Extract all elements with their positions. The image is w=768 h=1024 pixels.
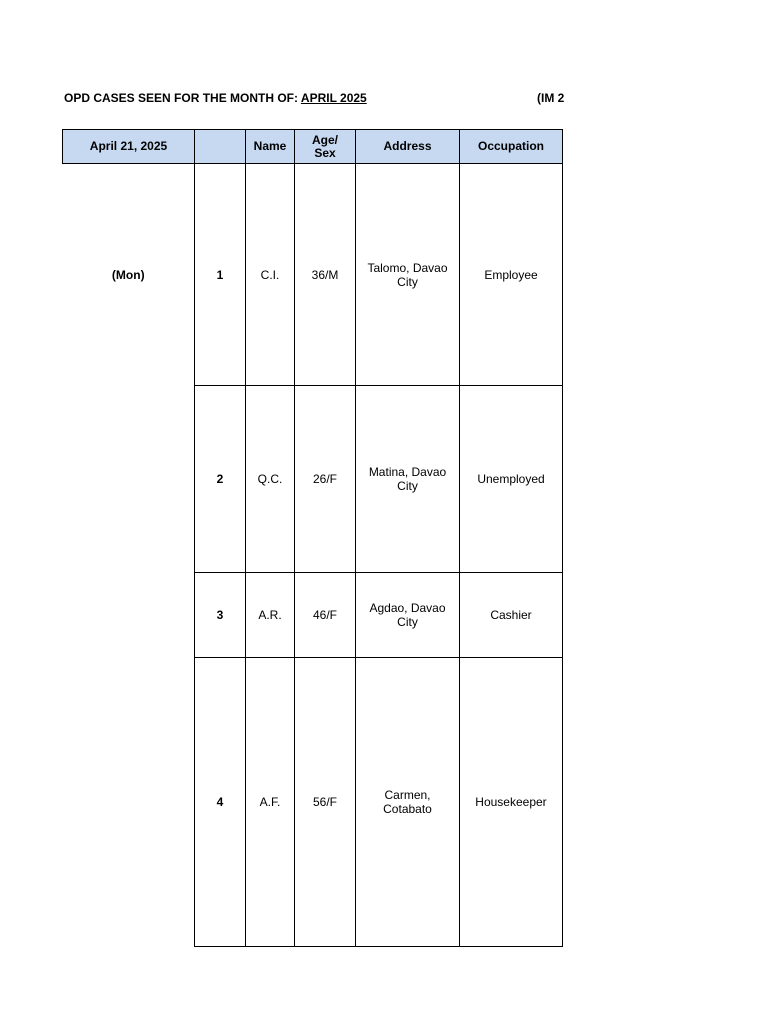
- patient-age-sex: 46/F: [295, 573, 356, 658]
- table-row: [63, 658, 563, 947]
- patient-occupation: Housekeeper: [460, 658, 563, 947]
- patient-name: A.R.: [246, 573, 295, 658]
- patient-address: Agdao, Davao City: [356, 573, 460, 658]
- row-number: 3: [195, 573, 246, 658]
- report-code: (IM 2: [537, 91, 564, 105]
- patient-address: Matina, Davao City: [356, 386, 460, 573]
- name-header: Name: [246, 130, 295, 164]
- title-prefix: OPD CASES SEEN FOR THE MONTH OF:: [64, 91, 299, 105]
- day-spacer: [63, 658, 195, 947]
- patient-occupation: Unemployed: [460, 386, 563, 573]
- occupation-header: Occupation: [460, 130, 563, 164]
- patient-age-sex: 36/M: [295, 164, 356, 386]
- patient-name: C.I.: [246, 164, 295, 386]
- patient-address: Carmen, Cotabato: [356, 658, 460, 947]
- age-sex-header-line1: Age/: [311, 132, 338, 147]
- patient-age-sex: 26/F: [295, 386, 356, 573]
- table-row: [63, 386, 563, 573]
- address-header: Address: [356, 130, 460, 164]
- report-month: APRIL 2025: [300, 91, 367, 105]
- day-spacer: [63, 573, 195, 658]
- table-row: [63, 164, 563, 386]
- patient-occupation: Employee: [460, 164, 563, 386]
- day-spacer: [63, 386, 195, 573]
- row-number: 1: [195, 164, 246, 386]
- row-number: 4: [195, 658, 246, 947]
- age-sex-header: [295, 130, 356, 164]
- patient-address: Talomo, Davao City: [356, 164, 460, 386]
- patient-name: Q.C.: [246, 386, 295, 573]
- patient-age-sex: 56/F: [295, 658, 356, 947]
- patient-occupation: Cashier: [460, 573, 563, 658]
- table-header-row: [63, 130, 563, 164]
- row-number: 2: [195, 386, 246, 573]
- table-row: [63, 573, 563, 658]
- date-header: April 21, 2025: [63, 130, 195, 164]
- opd-cases-table: [62, 129, 563, 947]
- age-sex-header-line2: Sex: [314, 145, 336, 160]
- number-header: [195, 130, 246, 164]
- day-label: (Mon): [111, 267, 145, 282]
- report-title: [64, 91, 564, 107]
- patient-name: A.F.: [246, 658, 295, 947]
